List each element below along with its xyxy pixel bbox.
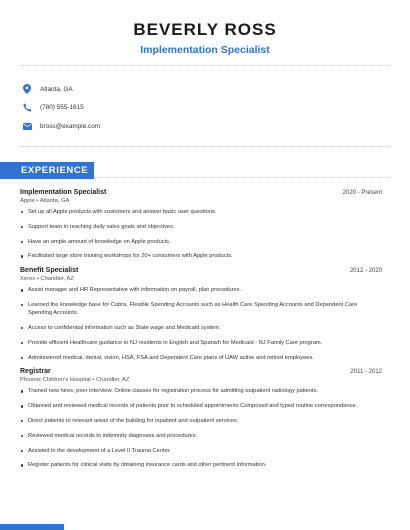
envelope-icon — [22, 121, 32, 131]
job-dates: 2011 - 2012 — [350, 369, 382, 376]
header-divider — [20, 65, 390, 66]
resume-header — [0, 0, 410, 56]
job-bullet: Register patients for clinical visits by obtaining insurance cards and other pertinent information. — [20, 461, 382, 469]
job-dates: 2012 - 2020 — [349, 268, 382, 275]
job-bullet: Trained new hires, peer interview. Online classes for registration process for admitting outpatient radiology patients. — [20, 387, 382, 395]
candidate-title: Implementation Specialist — [140, 44, 270, 56]
phone-text: (780) 555-1615 — [40, 104, 84, 111]
job-header — [20, 189, 382, 196]
location-text: Atlanta, GA — [40, 85, 73, 93]
candidate-name: BEVERLY ROSS — [133, 20, 277, 39]
job-header — [20, 267, 382, 274]
job-dates: 2020 - Present — [342, 190, 382, 196]
job-entry — [20, 189, 382, 261]
job-bullet: Provide efficient Healthcare guidance to NJ residents in English and Spanish for Medicaid - NJ Family Care program. — [20, 339, 382, 347]
job-bullet: Set up all Apple products with customers and answer basic user questions. — [20, 208, 382, 216]
job-bullets — [20, 208, 382, 261]
email-text: bross@example.com — [40, 122, 101, 130]
contact-phone — [22, 99, 100, 117]
job-company: Apple • Atlanta, GA — [20, 198, 70, 204]
job-bullets — [20, 387, 382, 469]
job-bullet: Assisted in the development of a Level II Trauma Center — [20, 447, 382, 455]
job-bullet: Access to confidential information such as State wage and Medicaid system. — [20, 324, 382, 332]
contact-list — [22, 80, 100, 136]
experience-list — [20, 189, 382, 476]
job-entry — [20, 368, 382, 469]
job-bullet: Direct patients to relevant areas of the building for inpatient and outpatient services. — [20, 417, 382, 425]
job-bullet: Assist manager and HR Representative with information on payroll, plan procedures. — [20, 286, 382, 294]
map-pin-icon — [22, 84, 32, 94]
job-header — [20, 368, 382, 375]
contact-divider — [20, 146, 390, 147]
job-bullets — [20, 286, 382, 362]
job-company: Xerox • Chandler, AZ — [20, 276, 74, 283]
job-bullet: Administered medical, dental, vision, HSA, FSA and Dependent Care plans of UAW active and retired employees. — [20, 354, 382, 362]
job-title: Implementation Specialist — [20, 189, 107, 196]
job-bullet: Support team in reaching daily sales goals and objectives. — [20, 223, 382, 231]
job-company: Phoenix Children's Hospital • Chandler, AZ — [20, 377, 130, 384]
job-title: Registrar — [20, 368, 51, 376]
job-entry — [20, 267, 382, 362]
next-section-heading-bar — [0, 524, 64, 530]
job-bullet: Learned the knowledge base for Cobra, Flexible Spending Accounts such as Health Care Spending Accounts and Dependent Care Spending Accounts. — [20, 301, 382, 317]
job-bullet: Reviewed medical records to indemnity diagnoses and procedures. — [20, 432, 382, 440]
job-bullet: Obtained and reviewed medical records of patients prior to scheduled appointments Composed and typed routine correspondence. — [20, 402, 382, 410]
experience-heading-line — [94, 177, 390, 178]
job-title: Benefit Specialist — [20, 267, 79, 275]
job-bullet: Have an ample amount of knowledge on Apple products. — [20, 238, 382, 246]
phone-icon — [22, 103, 32, 113]
contact-location — [22, 80, 100, 98]
contact-email — [22, 117, 100, 135]
job-bullet: Facilitated large store training workshops for 20+ consumers with Apple products. — [20, 252, 382, 260]
experience-heading: EXPERIENCE — [0, 162, 94, 179]
